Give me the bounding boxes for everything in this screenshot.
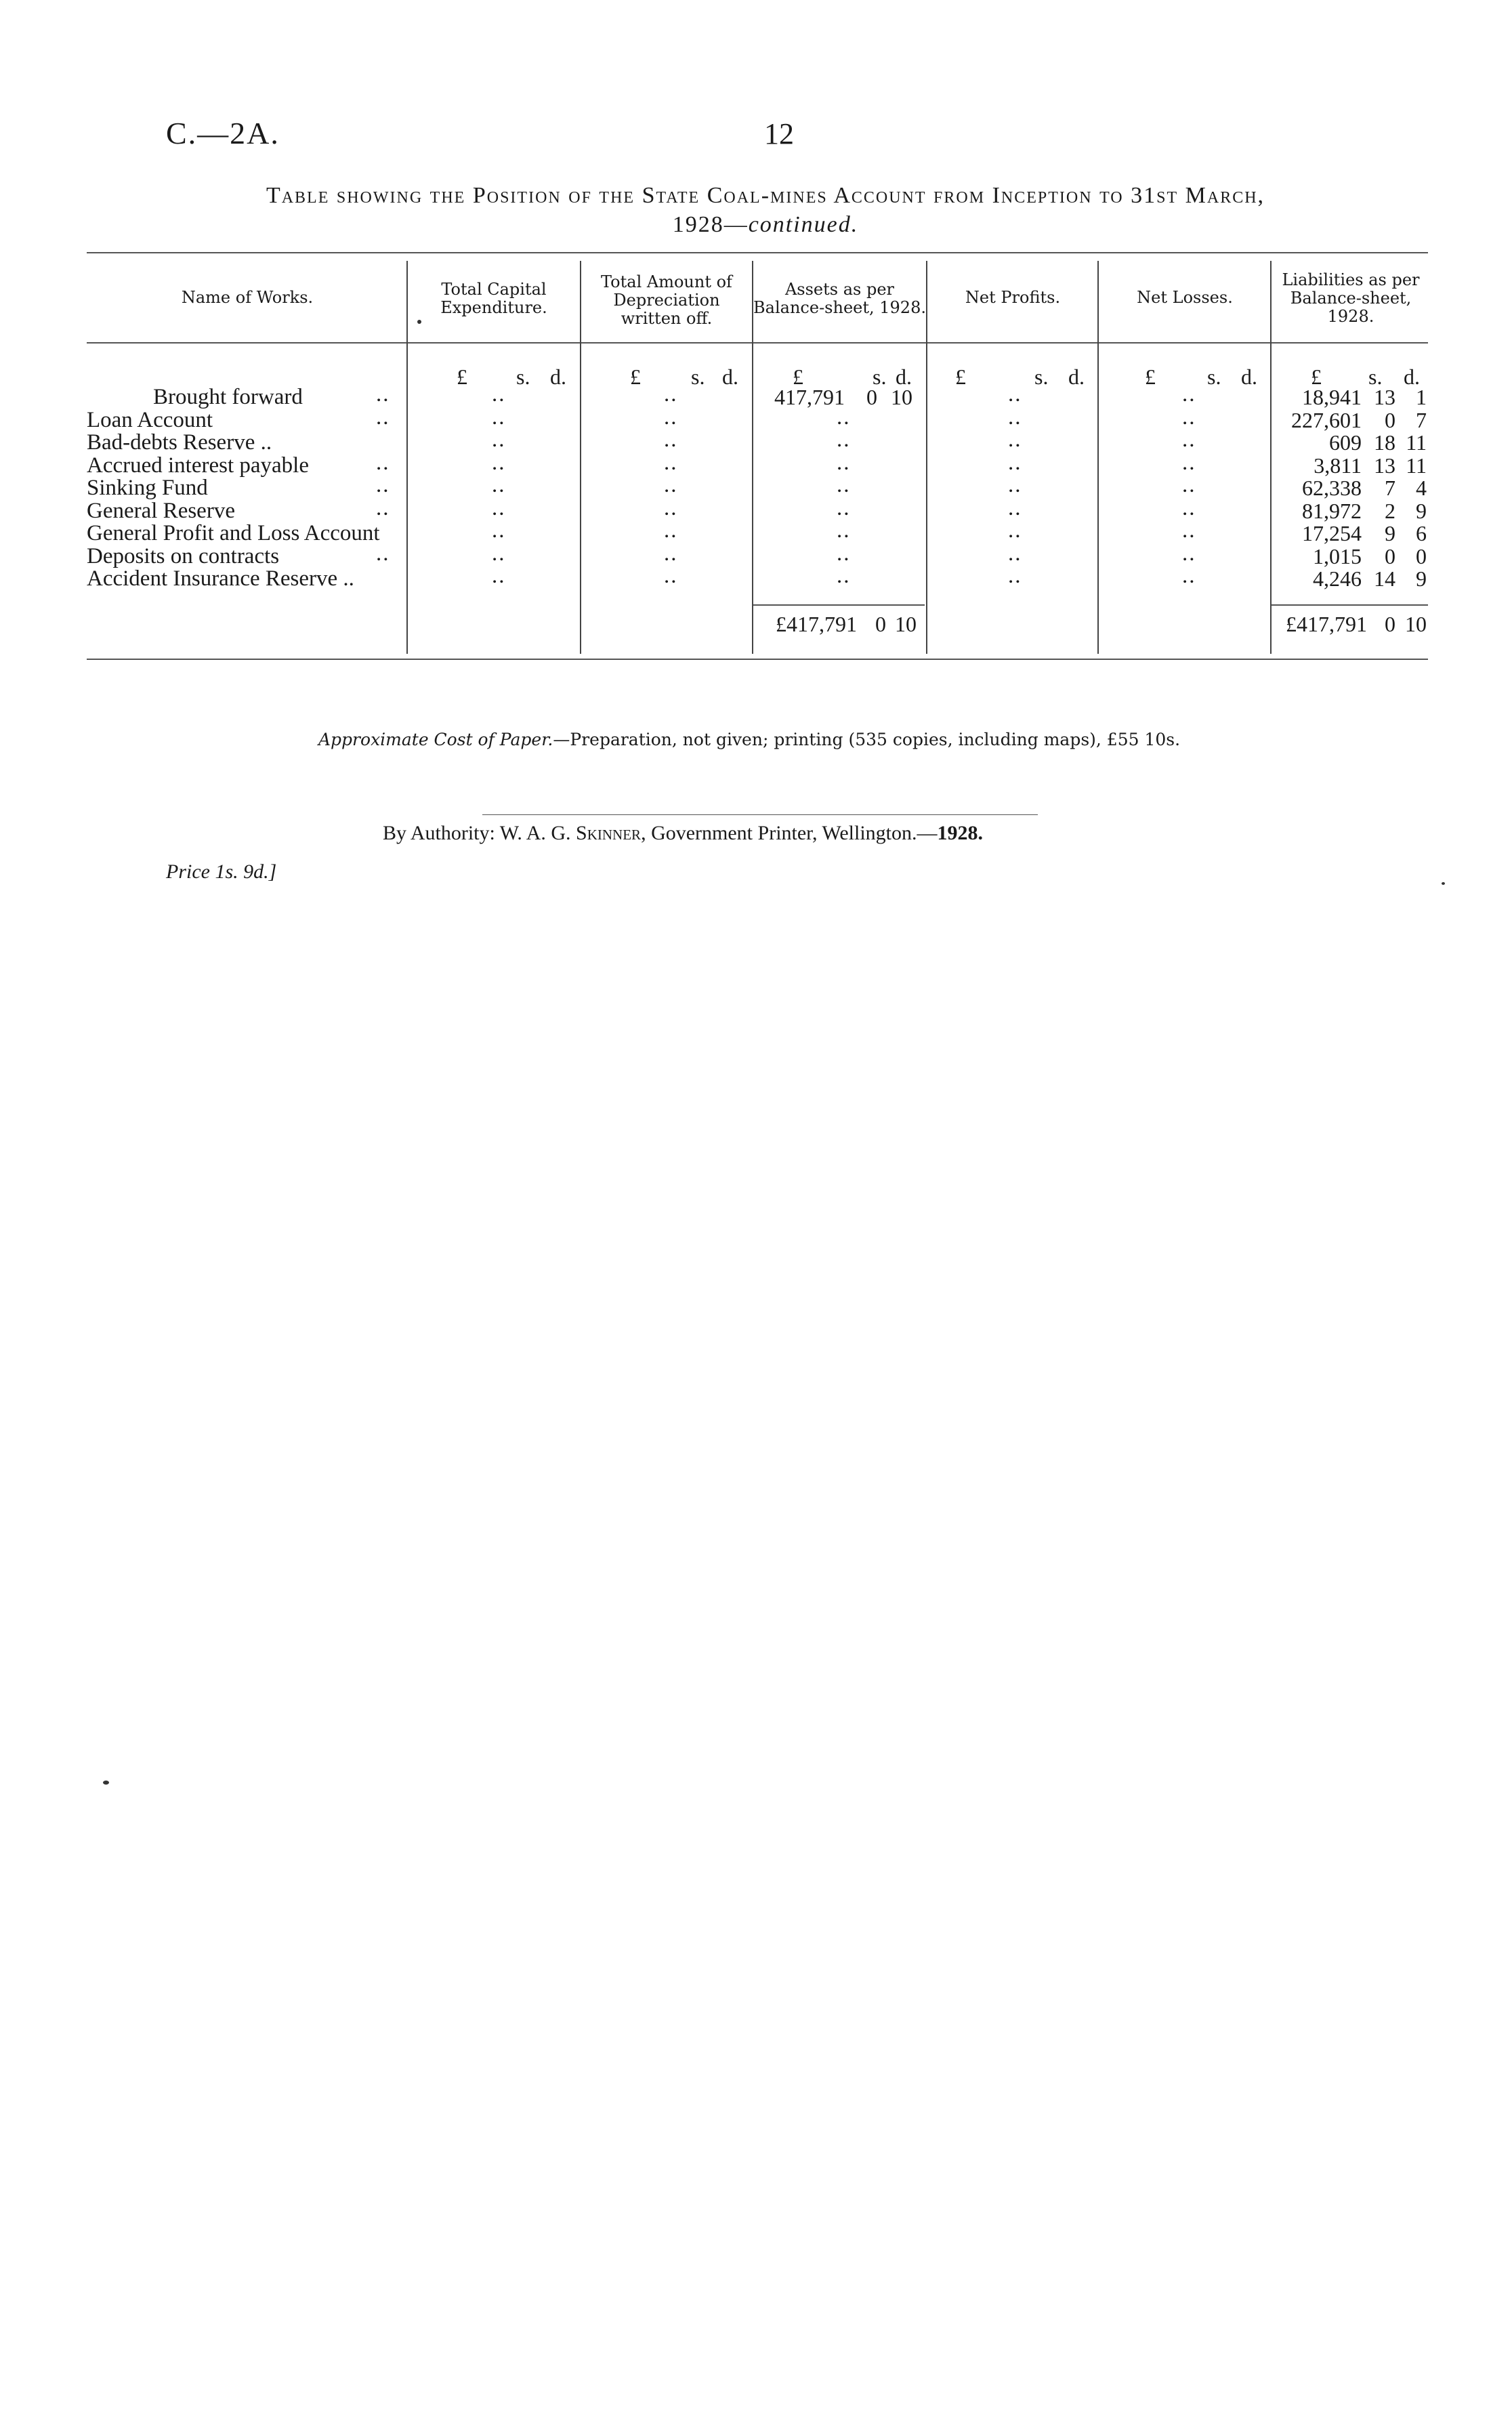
empty-cell-dots: .. — [376, 473, 390, 497]
liabilities-shillings: 18 — [1374, 430, 1395, 455]
col-divider — [926, 261, 927, 654]
empty-cell-dots: .. — [664, 428, 678, 452]
empty-cell-dots: .. — [1008, 451, 1022, 475]
row-name: Sinking Fund — [87, 476, 208, 500]
unit-pence: d. — [896, 365, 912, 389]
empty-cell-dots: .. — [1182, 541, 1196, 566]
empty-cell-dots: .. — [1008, 541, 1022, 566]
authority-rule — [482, 814, 1038, 815]
assets-total: £417,791 — [776, 612, 857, 636]
empty-cell-dots: .. — [492, 382, 506, 407]
unit-pound: £ — [630, 365, 641, 389]
liabilities-total-pence: 10 — [1405, 612, 1427, 636]
empty-cell-dots: .. — [1008, 564, 1022, 588]
empty-cell-dots: .. — [664, 518, 678, 543]
empty-cell-dots: .. — [664, 473, 678, 497]
liabilities-pence: 7 — [1416, 408, 1427, 432]
liabilities-shillings: 0 — [1385, 544, 1395, 568]
empty-cell-dots: .. — [837, 451, 851, 475]
empty-cell-dots: .. — [1008, 518, 1022, 543]
liabilities-total-rule — [1270, 604, 1428, 606]
unit-pound: £ — [1145, 365, 1156, 389]
empty-cell-dots: .. — [492, 541, 506, 566]
liabilities-value: 3,811 — [1314, 453, 1362, 478]
empty-cell-dots: .. — [1182, 405, 1196, 430]
empty-cell-dots: .. — [664, 496, 678, 520]
liabilities-value: 81,972 — [1302, 499, 1362, 523]
col-head-losses: Net Losses. — [1137, 288, 1233, 307]
unit-shillings: s. — [691, 365, 705, 389]
empty-cell-dots: .. — [1008, 382, 1022, 407]
empty-cell-dots: .. — [376, 496, 390, 520]
assets-total-shillings: 0 — [875, 612, 886, 636]
empty-cell-dots: .. — [492, 428, 506, 452]
col-head-depreciation: Total Amount of Depreciation written off. — [601, 272, 732, 328]
empty-cell-dots: .. — [1182, 451, 1196, 475]
empty-cell-dots: .. — [837, 564, 851, 588]
liabilities-value: 18,941 — [1302, 385, 1362, 409]
liabilities-total: £417,791 — [1286, 612, 1367, 636]
empty-cell-dots: .. — [492, 405, 506, 430]
unit-pence: d. — [1404, 365, 1420, 389]
assets-total-rule — [752, 604, 925, 606]
price-note: Price 1s. 9d.] — [166, 860, 277, 883]
liabilities-shillings: 0 — [1385, 408, 1395, 432]
cost-of-paper-note: Approximate Cost of Paper.—Preparation, not given; printing (535 copies, including maps), £55 10s. — [318, 730, 1181, 749]
empty-cell-dots: .. — [1182, 473, 1196, 497]
row-name: Accident Insurance Reserve .. — [87, 566, 354, 591]
unit-pound: £ — [1311, 365, 1322, 389]
liabilities-value: 4,246 — [1313, 566, 1362, 591]
empty-cell-dots: .. — [1008, 473, 1022, 497]
col-divider — [406, 261, 408, 654]
row-name: Accrued interest payable — [87, 453, 310, 478]
assets-pence: 10 — [891, 385, 912, 409]
empty-cell-dots: .. — [492, 496, 506, 520]
col-head-liabilities: Liabilities as per Balance-sheet, 1928. — [1282, 270, 1420, 326]
page-number: 12 — [764, 117, 794, 150]
table-bottom-rule — [87, 659, 1428, 660]
empty-cell-dots: .. — [492, 451, 506, 475]
empty-cell-dots: .. — [492, 518, 506, 543]
unit-pence: d. — [1241, 365, 1257, 389]
empty-cell-dots: .. — [837, 405, 851, 430]
scan-speck — [417, 320, 421, 324]
liabilities-shillings: 13 — [1374, 453, 1395, 478]
liabilities-pence: 11 — [1406, 453, 1427, 478]
col-head-profits: Net Profits. — [965, 288, 1061, 307]
empty-cell-dots: .. — [837, 473, 851, 497]
liabilities-pence: 1 — [1416, 385, 1427, 409]
empty-cell-dots: .. — [1008, 428, 1022, 452]
unit-pence: d. — [1068, 365, 1085, 389]
row-name: General Profit and Loss Account — [87, 521, 380, 545]
unit-pence: d. — [550, 365, 566, 389]
unit-pound: £ — [457, 365, 467, 389]
row-name: General Reserve — [87, 499, 235, 523]
empty-cell-dots: .. — [492, 564, 506, 588]
liabilities-shillings: 9 — [1385, 521, 1395, 545]
liabilities-value: 17,254 — [1302, 521, 1362, 545]
scan-speck — [103, 1781, 109, 1785]
empty-cell-dots: .. — [837, 496, 851, 520]
empty-cell-dots: .. — [1182, 382, 1196, 407]
empty-cell-dots: .. — [664, 564, 678, 588]
liabilities-value: 227,601 — [1291, 408, 1362, 432]
row-name: Loan Account — [87, 408, 213, 432]
assets-shillings: 0 — [866, 385, 877, 409]
empty-cell-dots: .. — [664, 382, 678, 407]
col-head-assets: Assets as per Balance-sheet, 1928. — [753, 280, 926, 317]
assets-value: 417,791 — [774, 385, 845, 409]
liabilities-pence: 6 — [1416, 521, 1427, 545]
liabilities-value: 62,338 — [1302, 476, 1362, 500]
col-head-capital: Total Capital Expenditure. — [440, 280, 547, 317]
empty-cell-dots: .. — [664, 541, 678, 566]
assets-total-pence: 10 — [895, 612, 917, 636]
table-top-rule — [87, 252, 1428, 253]
col-divider — [580, 261, 581, 654]
row-name: Brought forward — [153, 385, 303, 409]
col-divider — [752, 261, 753, 654]
empty-cell-dots: .. — [837, 518, 851, 543]
row-name: Deposits on contracts — [87, 544, 280, 568]
unit-shillings: s. — [873, 365, 887, 389]
liabilities-pence: 9 — [1416, 499, 1427, 523]
empty-cell-dots: .. — [1008, 405, 1022, 430]
empty-cell-dots: .. — [837, 428, 851, 452]
empty-cell-dots: .. — [1182, 428, 1196, 452]
unit-shillings: s. — [1207, 365, 1221, 389]
unit-pound: £ — [793, 365, 803, 389]
liabilities-pence: 11 — [1406, 430, 1427, 455]
empty-cell-dots: .. — [1182, 564, 1196, 588]
empty-cell-dots: .. — [664, 451, 678, 475]
empty-cell-dots: .. — [376, 451, 390, 475]
col-head-name: Name of Works. — [181, 288, 314, 307]
unit-pence: d. — [722, 365, 738, 389]
empty-cell-dots: .. — [837, 541, 851, 566]
col-divider — [1097, 261, 1099, 654]
table-title — [102, 182, 1429, 239]
unit-shillings: s. — [516, 365, 530, 389]
empty-cell-dots: .. — [664, 405, 678, 430]
header-bottom-rule — [87, 342, 1428, 344]
liabilities-pence: 9 — [1416, 566, 1427, 591]
liabilities-value: 609 — [1329, 430, 1362, 455]
title-line-2: 1928—continued. — [672, 211, 859, 237]
scan-speck — [1442, 882, 1445, 885]
document-reference: C.—2A. — [166, 116, 280, 150]
liabilities-pence: 4 — [1416, 476, 1427, 500]
liabilities-shillings: 7 — [1385, 476, 1395, 500]
liabilities-pence: 0 — [1416, 544, 1427, 568]
unit-shillings: s. — [1368, 365, 1383, 389]
empty-cell-dots: .. — [376, 405, 390, 430]
liabilities-value: 1,015 — [1313, 544, 1362, 568]
empty-cell-dots: .. — [1182, 518, 1196, 543]
liabilities-total-shillings: 0 — [1385, 612, 1395, 636]
empty-cell-dots: .. — [492, 473, 506, 497]
empty-cell-dots: .. — [1182, 496, 1196, 520]
liabilities-shillings: 2 — [1385, 499, 1395, 523]
liabilities-shillings: 13 — [1374, 385, 1395, 409]
title-line-1: Table showing the Position of the State Coal-mines Account from Inception to 31st March, — [266, 183, 1265, 208]
unit-pound: £ — [955, 365, 966, 389]
liabilities-shillings: 14 — [1374, 566, 1395, 591]
empty-cell-dots: .. — [1008, 496, 1022, 520]
unit-shillings: s. — [1034, 365, 1049, 389]
row-name: Bad-debts Reserve .. — [87, 430, 272, 455]
authority-line: By Authority: W. A. G. Skinner, Government Printer, Wellington.—1928. — [383, 822, 983, 844]
empty-cell-dots: .. — [376, 541, 390, 566]
empty-cell-dots: .. — [376, 382, 390, 407]
